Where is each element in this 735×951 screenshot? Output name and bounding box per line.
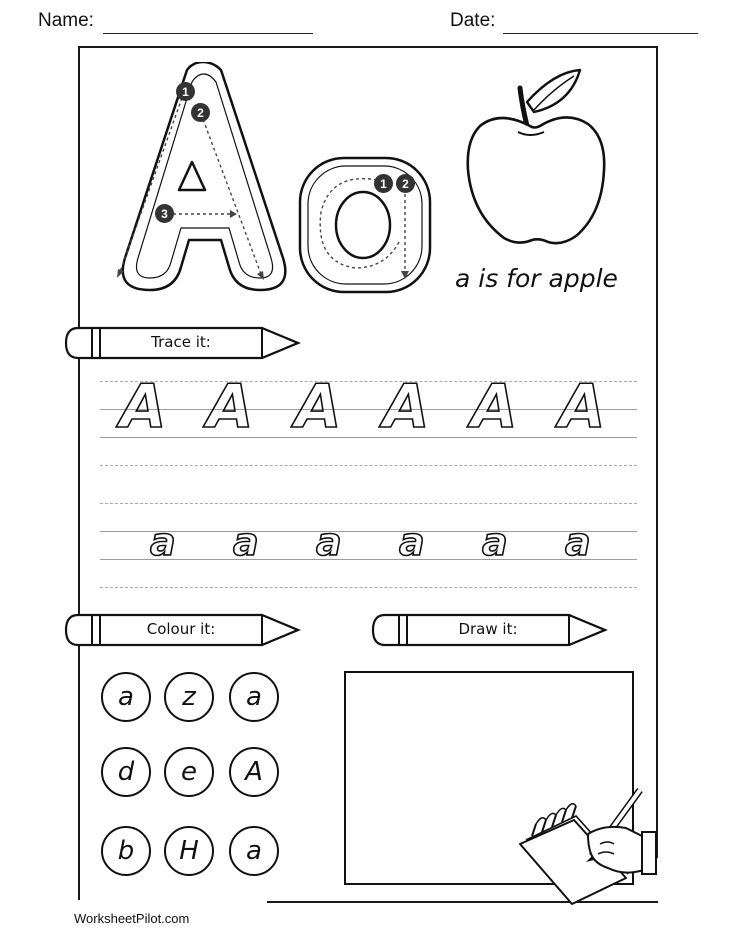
trace-letter-upper[interactable]: A: [207, 372, 254, 442]
guide-line-bottom: [100, 587, 637, 588]
guide-line-mid: [100, 409, 637, 410]
guide-line-base: [100, 437, 637, 438]
trace-letter-upper[interactable]: A: [383, 372, 430, 442]
frame-top: [78, 46, 658, 48]
guide-line-mid: [100, 531, 637, 532]
letter-upper-a: [117, 62, 285, 290]
colour-circle[interactable]: H: [164, 826, 214, 876]
guide-line-bottom: [100, 465, 637, 466]
stroke-step-badge: 1: [176, 82, 195, 101]
colour-circle[interactable]: z: [164, 672, 214, 722]
colour-circle[interactable]: d: [101, 747, 151, 797]
trace-it-pencil: [64, 326, 302, 360]
colour-it-label: Colour it:: [146, 620, 216, 638]
colour-circle[interactable]: a: [229, 672, 279, 722]
colour-circle[interactable]: a: [229, 826, 279, 876]
trace-letter-upper[interactable]: A: [120, 372, 167, 442]
draw-it-label: Draw it:: [458, 620, 518, 638]
frame-left: [78, 46, 80, 900]
colour-circle[interactable]: a: [101, 672, 151, 722]
date-label: Date:: [450, 10, 496, 31]
trace-letter-upper[interactable]: A: [471, 372, 518, 442]
footer-site: WorksheetPilot.com: [74, 911, 190, 926]
stroke-step-badge: 2: [396, 174, 415, 193]
hand-drawing-notepad-icon: [516, 784, 658, 906]
colour-circle[interactable]: A: [229, 747, 279, 797]
trace-letter-lower[interactable]: a: [482, 520, 508, 564]
guide-line-top: [100, 381, 637, 382]
trace-letter-lower[interactable]: a: [150, 520, 176, 564]
guide-line-top: [100, 503, 637, 504]
date-field[interactable]: [503, 33, 698, 34]
trace-letter-upper[interactable]: A: [559, 372, 606, 442]
trace-letter-lower[interactable]: a: [565, 520, 591, 564]
trace-letter-lower[interactable]: a: [399, 520, 425, 564]
apple-caption: a is for apple: [455, 264, 618, 293]
name-label: Name:: [38, 10, 94, 31]
stroke-step-badge: 1: [374, 174, 393, 193]
apple-icon: [462, 66, 612, 248]
frame-right: [656, 46, 658, 858]
colour-it-pencil: [64, 613, 302, 647]
guide-line-base: [100, 559, 637, 560]
stroke-step-badge: 3: [155, 204, 174, 223]
trace-letter-lower[interactable]: a: [316, 520, 342, 564]
name-field[interactable]: [103, 33, 313, 34]
trace-it-label: Trace it:: [151, 333, 211, 351]
colour-circle[interactable]: b: [101, 826, 151, 876]
draw-it-pencil: [371, 613, 609, 647]
colour-circle[interactable]: e: [164, 747, 214, 797]
stroke-step-badge: 2: [191, 103, 210, 122]
trace-letter-upper[interactable]: A: [295, 372, 342, 442]
trace-letter-lower[interactable]: a: [233, 520, 259, 564]
